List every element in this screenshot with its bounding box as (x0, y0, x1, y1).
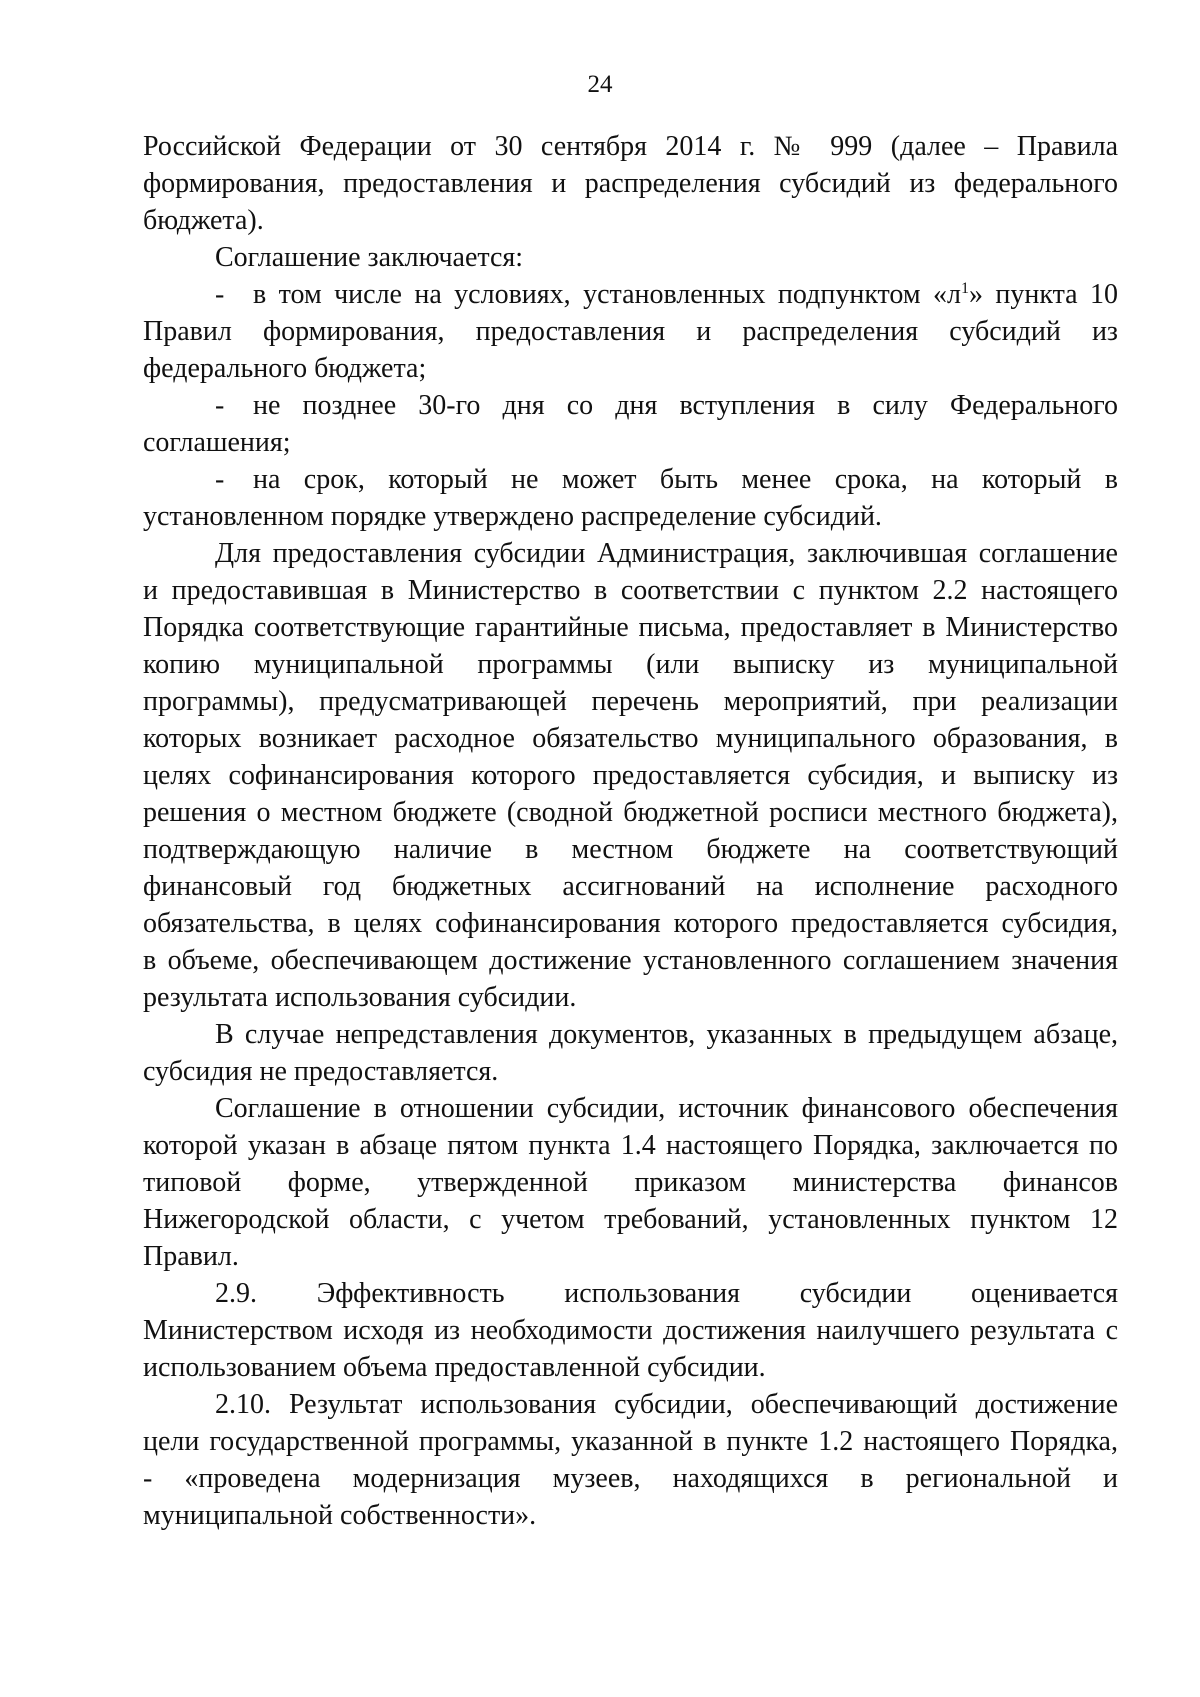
paragraph-line: решения о местном бюджете (сводной бюджетной росписи местного бюджета), (143, 797, 1118, 828)
paragraph-line: целях софинансирования которого предоставляется субсидия, и выписку из (143, 760, 1118, 791)
paragraph-line: Соглашение в отношении субсидии, источник финансового обеспечения (215, 1093, 1118, 1124)
paragraph-line: формирования, предоставления и распределения субсидий из федерального (143, 168, 1118, 199)
paragraph-line: соглашения; (143, 427, 291, 458)
paragraph-line: в объеме, обеспечивающем достижение установленного соглашением значения (143, 945, 1118, 976)
paragraph-line: Порядка соответствующие гарантийные письма, предоставляет в Министерство (143, 612, 1118, 643)
bullet-dash: - (215, 464, 225, 495)
bullet-text: не позднее 30-го дня со дня вступления в силу Федерального (253, 390, 1118, 421)
paragraph-line: - «проведена модернизация музеев, находящихся в региональной и (143, 1463, 1118, 1494)
page-number: 24 (587, 71, 613, 98)
paragraph-line: Министерством исходя из необходимости достижения наилучшего результата с (143, 1315, 1118, 1346)
paragraph-line: копию муниципальной программы (или выписку из муниципальной (143, 649, 1118, 680)
bullet-text: в том числе на условиях, установленных подпунктом «л (253, 279, 961, 310)
paragraph-line: муниципальной собственности». (143, 1500, 537, 1531)
bullet-dash: - (215, 390, 225, 421)
paragraph-line: бюджета). (143, 205, 264, 236)
document-body (143, 128, 1118, 1534)
paragraph-line: Для предоставления субсидии Администрация, заключившая соглашение (215, 538, 1118, 569)
paragraph-line: 2.10. Результат использования субсидии, обеспечивающий достижение (215, 1389, 1118, 1420)
bullet-dash: - (215, 279, 225, 310)
paragraph-line: установленном порядке утверждено распределение субсидий. (143, 501, 882, 532)
bullet-text: на срок, который не может быть менее срока, на который в (253, 464, 1118, 495)
list-item (143, 461, 1118, 498)
paragraph-line: обязательства, в целях софинансирования которого предоставляется субсидия, (143, 908, 1118, 939)
paragraph-line: и предоставившая в Министерство в соответствии с пунктом 2.2 настоящего (143, 575, 1118, 606)
paragraph-line: Российской Федерации от 30 сентября 2014 г. № 999 (далее – Правила (143, 131, 1118, 162)
list-item (143, 276, 1118, 313)
paragraph-line: Правил. (143, 1241, 239, 1272)
paragraph-line: В случае непредставления документов, указанных в предыдущем абзаце, (215, 1019, 1118, 1050)
bullet-text: » пункта 10 (968, 279, 1118, 310)
paragraph-line: Нижегородской области, с учетом требований, установленных пунктом 12 (143, 1204, 1118, 1235)
paragraph-line: результата использования субсидии. (143, 982, 577, 1013)
paragraph-line: подтверждающую наличие в местном бюджете на соответствующий (143, 834, 1118, 865)
paragraph-line: которых возникает расходное обязательство муниципального образования, в (143, 723, 1118, 754)
paragraph-line: использованием объема предоставленной субсидии. (143, 1352, 766, 1383)
list-item (143, 387, 1118, 424)
paragraph-line: федерального бюджета; (143, 353, 427, 384)
paragraph-line: 2.9. Эффективность использования субсидии оценивается (215, 1278, 1118, 1309)
paragraph-line: цели государственной программы, указанной в пункте 1.2 настоящего Порядка, (143, 1426, 1118, 1457)
superscript: 1 (960, 280, 969, 297)
paragraph-line: субсидия не предоставляется. (143, 1056, 499, 1087)
paragraph-line: типовой форме, утвержденной приказом министерства финансов (143, 1167, 1118, 1198)
paragraph-line: финансовый год бюджетных ассигнований на исполнение расходного (143, 871, 1118, 902)
paragraph-line: Соглашение заключается: (215, 242, 524, 273)
paragraph-line: Правил формирования, предоставления и распределения субсидий из (143, 316, 1118, 347)
paragraph-line: программы), предусматривающей перечень мероприятий, при реализации (143, 686, 1118, 717)
paragraph-line: которой указан в абзаце пятом пункта 1.4 настоящего Порядка, заключается по (143, 1130, 1118, 1161)
